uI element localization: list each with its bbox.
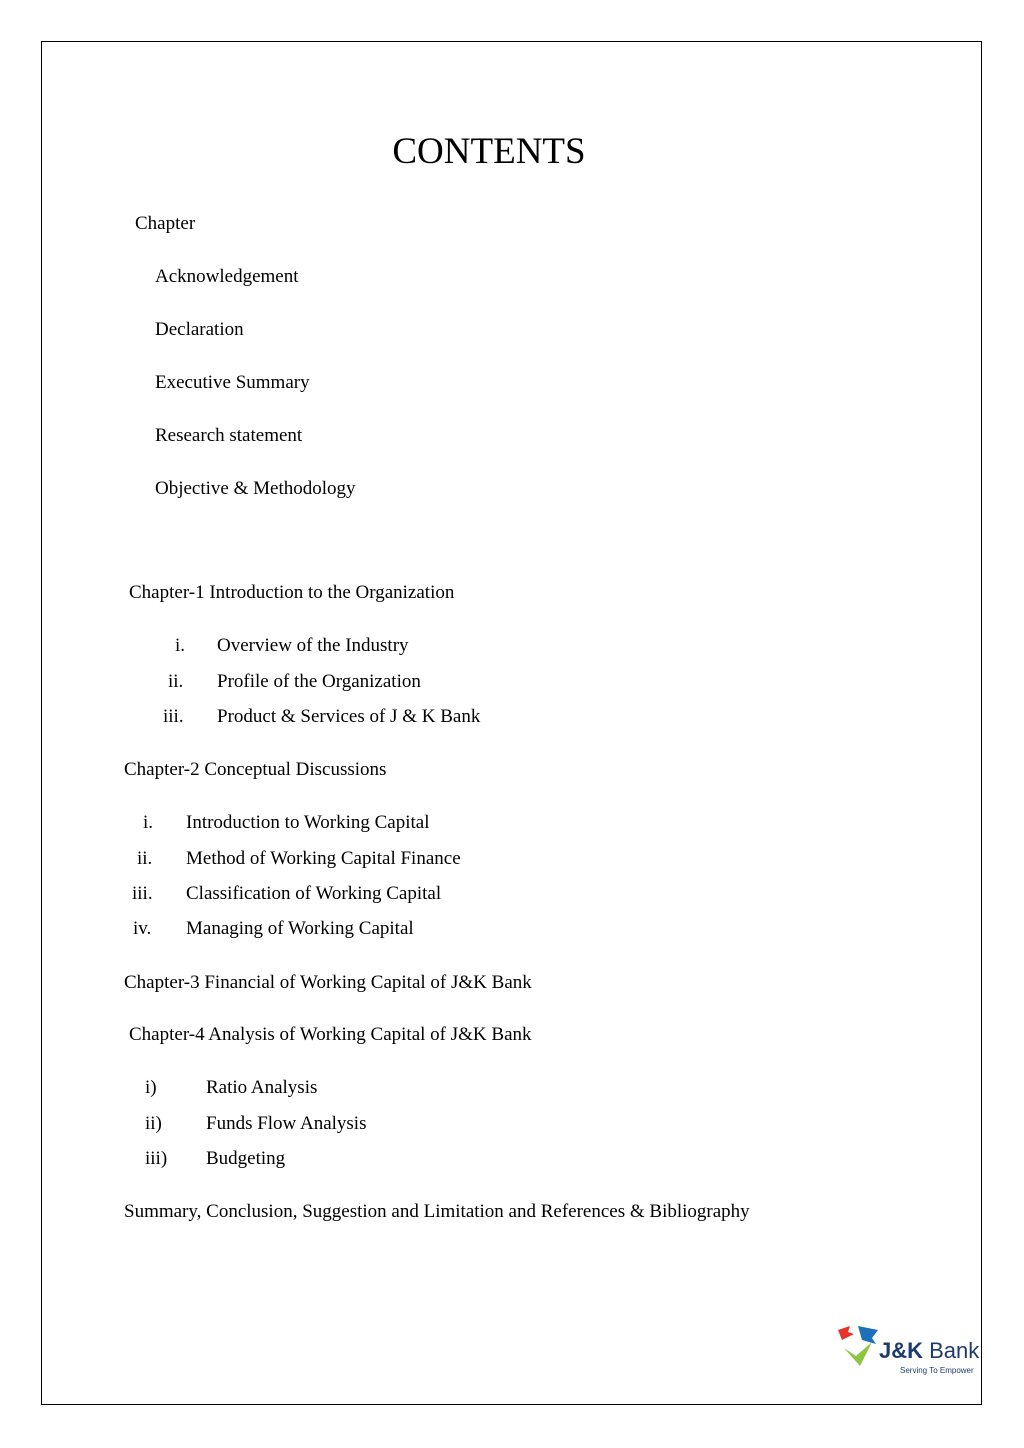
chapter-1-item-text: Overview of the Industry — [217, 635, 409, 656]
toc-executive-summary: Executive Summary — [155, 372, 310, 393]
toc-research-statement: Research statement — [155, 425, 303, 446]
chapter-2-item-text: Classification of Working Capital — [186, 883, 442, 904]
logo-name-rest: Bank — [923, 1338, 980, 1363]
chapter-4-item-text: Funds Flow Analysis — [206, 1113, 367, 1134]
jk-bank-emblem-icon — [834, 1322, 880, 1370]
chapter-2-heading: Chapter-2 Conceptual Discussions — [124, 759, 387, 780]
jk-bank-logo — [834, 1322, 984, 1380]
chapter-2-item-num: i. — [143, 812, 154, 833]
chapter-4-heading: Chapter-4 Analysis of Working Capital of J&K Bank — [129, 1024, 532, 1045]
chapter-4-item-text: Budgeting — [206, 1148, 286, 1169]
chapter-3-heading: Chapter-3 Financial of Working Capital of J&K Bank — [124, 972, 532, 993]
logo-tagline: Serving To Empower — [900, 1366, 974, 1375]
logo-name-bold: J&K — [879, 1338, 924, 1363]
chapter-4-item-num: i) — [145, 1077, 157, 1098]
page-title: CONTENTS — [392, 131, 586, 172]
chapter-1-item-text: Profile of the Organization — [217, 671, 421, 692]
logo-wordmark — [879, 1338, 979, 1364]
logo-blue-mark — [858, 1326, 878, 1344]
logo-green-mark — [844, 1342, 872, 1366]
chapter-4-item-num: iii) — [145, 1148, 168, 1169]
chapter-1-item-num: iii. — [163, 706, 184, 727]
chapter-2-item-text: Method of Working Capital Finance — [186, 848, 461, 869]
chapter-2-item-text: Managing of Working Capital — [186, 918, 414, 939]
toc-acknowledgement: Acknowledgement — [155, 266, 299, 287]
chapter-1-item-num: ii. — [168, 671, 184, 692]
toc-declaration: Declaration — [155, 319, 244, 340]
chapter-4-item-num: ii) — [145, 1113, 162, 1134]
chapter-heading: Chapter — [135, 213, 196, 234]
closing-entry: Summary, Conclusion, Suggestion and Limitation and References & Bibliography — [124, 1201, 750, 1222]
logo-red-mark — [838, 1326, 854, 1340]
chapter-1-item-text: Product & Services of J & K Bank — [217, 706, 481, 727]
chapter-2-item-num: iv. — [133, 918, 152, 939]
chapter-2-item-num: iii. — [132, 883, 153, 904]
chapter-1-heading: Chapter-1 Introduction to the Organization — [129, 582, 455, 603]
chapter-2-item-text: Introduction to Working Capital — [186, 812, 430, 833]
chapter-2-item-num: ii. — [137, 848, 153, 869]
toc-objective-methodology: Objective & Methodology — [155, 478, 356, 499]
chapter-4-item-text: Ratio Analysis — [206, 1077, 318, 1098]
chapter-1-item-num: i. — [175, 635, 186, 656]
